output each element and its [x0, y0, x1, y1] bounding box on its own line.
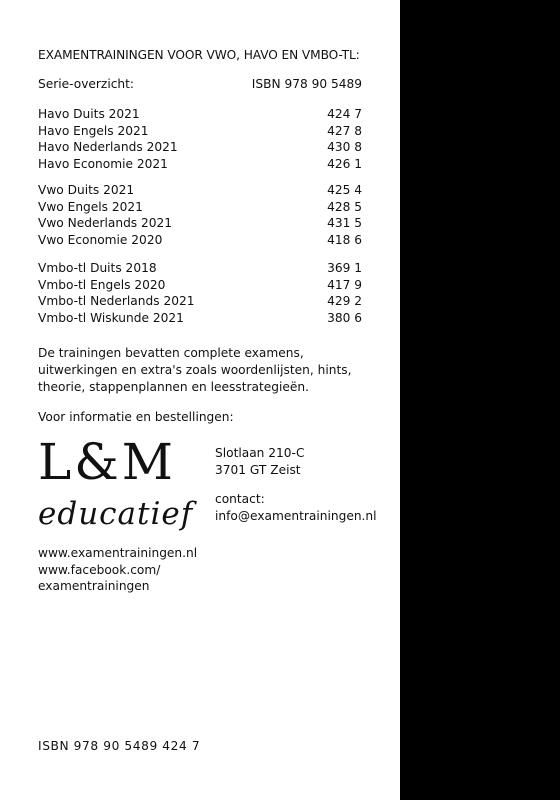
item-code: 369 1 — [327, 261, 362, 275]
list-item — [38, 277, 362, 294]
item-title: Vmbo-tl Engels 2020 — [38, 277, 166, 292]
isbn-prefix: ISBN 978 90 5489 — [251, 77, 362, 91]
logo-educatief-text: educatief — [38, 496, 194, 532]
item-title: Havo Engels 2021 — [38, 123, 149, 138]
item-code: 424 7 — [327, 107, 362, 121]
item-code: 425 4 — [327, 183, 362, 197]
list-item — [38, 139, 362, 156]
series-overview-label: Serie-overzicht: — [38, 77, 135, 91]
description-line: De trainingen bevatten complete examens, — [38, 346, 304, 360]
web-links — [38, 545, 197, 595]
series-heading: EXAMENTRAININGEN VOOR VWO, HAVO EN VMBO-TL: — [38, 48, 360, 62]
item-code: 427 8 — [327, 123, 362, 138]
logo-lm-text: L&M — [38, 433, 176, 491]
address-block — [215, 445, 304, 478]
description-paragraph — [38, 345, 368, 396]
address-city: 3701 GT Zeist — [215, 462, 301, 477]
contact-email: info@examentrainingen.nl — [215, 508, 377, 523]
item-title: Vwo Nederlands 2021 — [38, 216, 173, 230]
list-item — [38, 123, 362, 140]
list-item — [38, 293, 362, 310]
item-title: Vmbo-tl Nederlands 2021 — [38, 294, 195, 308]
address-street: Slotlaan 210-C — [215, 446, 305, 460]
item-title: Havo Economie 2021 — [38, 156, 168, 171]
item-code: 380 6 — [327, 310, 362, 325]
item-code: 430 8 — [327, 140, 362, 154]
series-overview-row — [38, 76, 362, 93]
list-item — [38, 182, 362, 199]
item-code: 428 5 — [327, 199, 362, 214]
item-title: Havo Duits 2021 — [38, 107, 140, 121]
list-item — [38, 106, 362, 123]
item-title: Vmbo-tl Duits 2018 — [38, 261, 157, 275]
item-title: Vwo Economie 2020 — [38, 232, 163, 247]
item-title: Havo Nederlands 2021 — [38, 140, 178, 154]
item-code: 429 2 — [327, 294, 362, 308]
item-title: Vmbo-tl Wiskunde 2021 — [38, 310, 184, 325]
item-title: Vwo Engels 2021 — [38, 199, 143, 214]
list-item — [38, 232, 362, 249]
contact-block — [215, 491, 377, 524]
list-item — [38, 310, 362, 327]
list-item — [38, 156, 362, 173]
list-item — [38, 215, 362, 232]
list-item — [38, 260, 362, 277]
lm-educatief-logo — [38, 432, 208, 542]
item-title: Vwo Duits 2021 — [38, 183, 135, 197]
description-line: uitwerkingen en extra's zoals woordenlijsten, hints, — [38, 363, 352, 377]
black-side-bar — [400, 0, 560, 800]
item-code: 418 6 — [327, 232, 362, 247]
isbn-full: ISBN 978 90 5489 424 7 — [38, 739, 201, 753]
item-code: 426 1 — [327, 156, 362, 171]
vmbo-group — [38, 260, 362, 326]
facebook-url-line-1: www.facebook.com/ — [38, 562, 161, 577]
item-code: 417 9 — [327, 277, 362, 292]
havo-group — [38, 106, 362, 172]
contact-label: contact: — [215, 492, 265, 506]
list-item — [38, 199, 362, 216]
info-label: Voor informatie en bestellingen: — [38, 410, 234, 424]
facebook-url-line-2: examentrainingen — [38, 579, 150, 593]
vwo-group — [38, 182, 362, 248]
item-code: 431 5 — [327, 216, 362, 230]
description-line: theorie, stappenplannen en leesstrategieën. — [38, 380, 309, 394]
website-url: www.examentrainingen.nl — [38, 546, 198, 560]
